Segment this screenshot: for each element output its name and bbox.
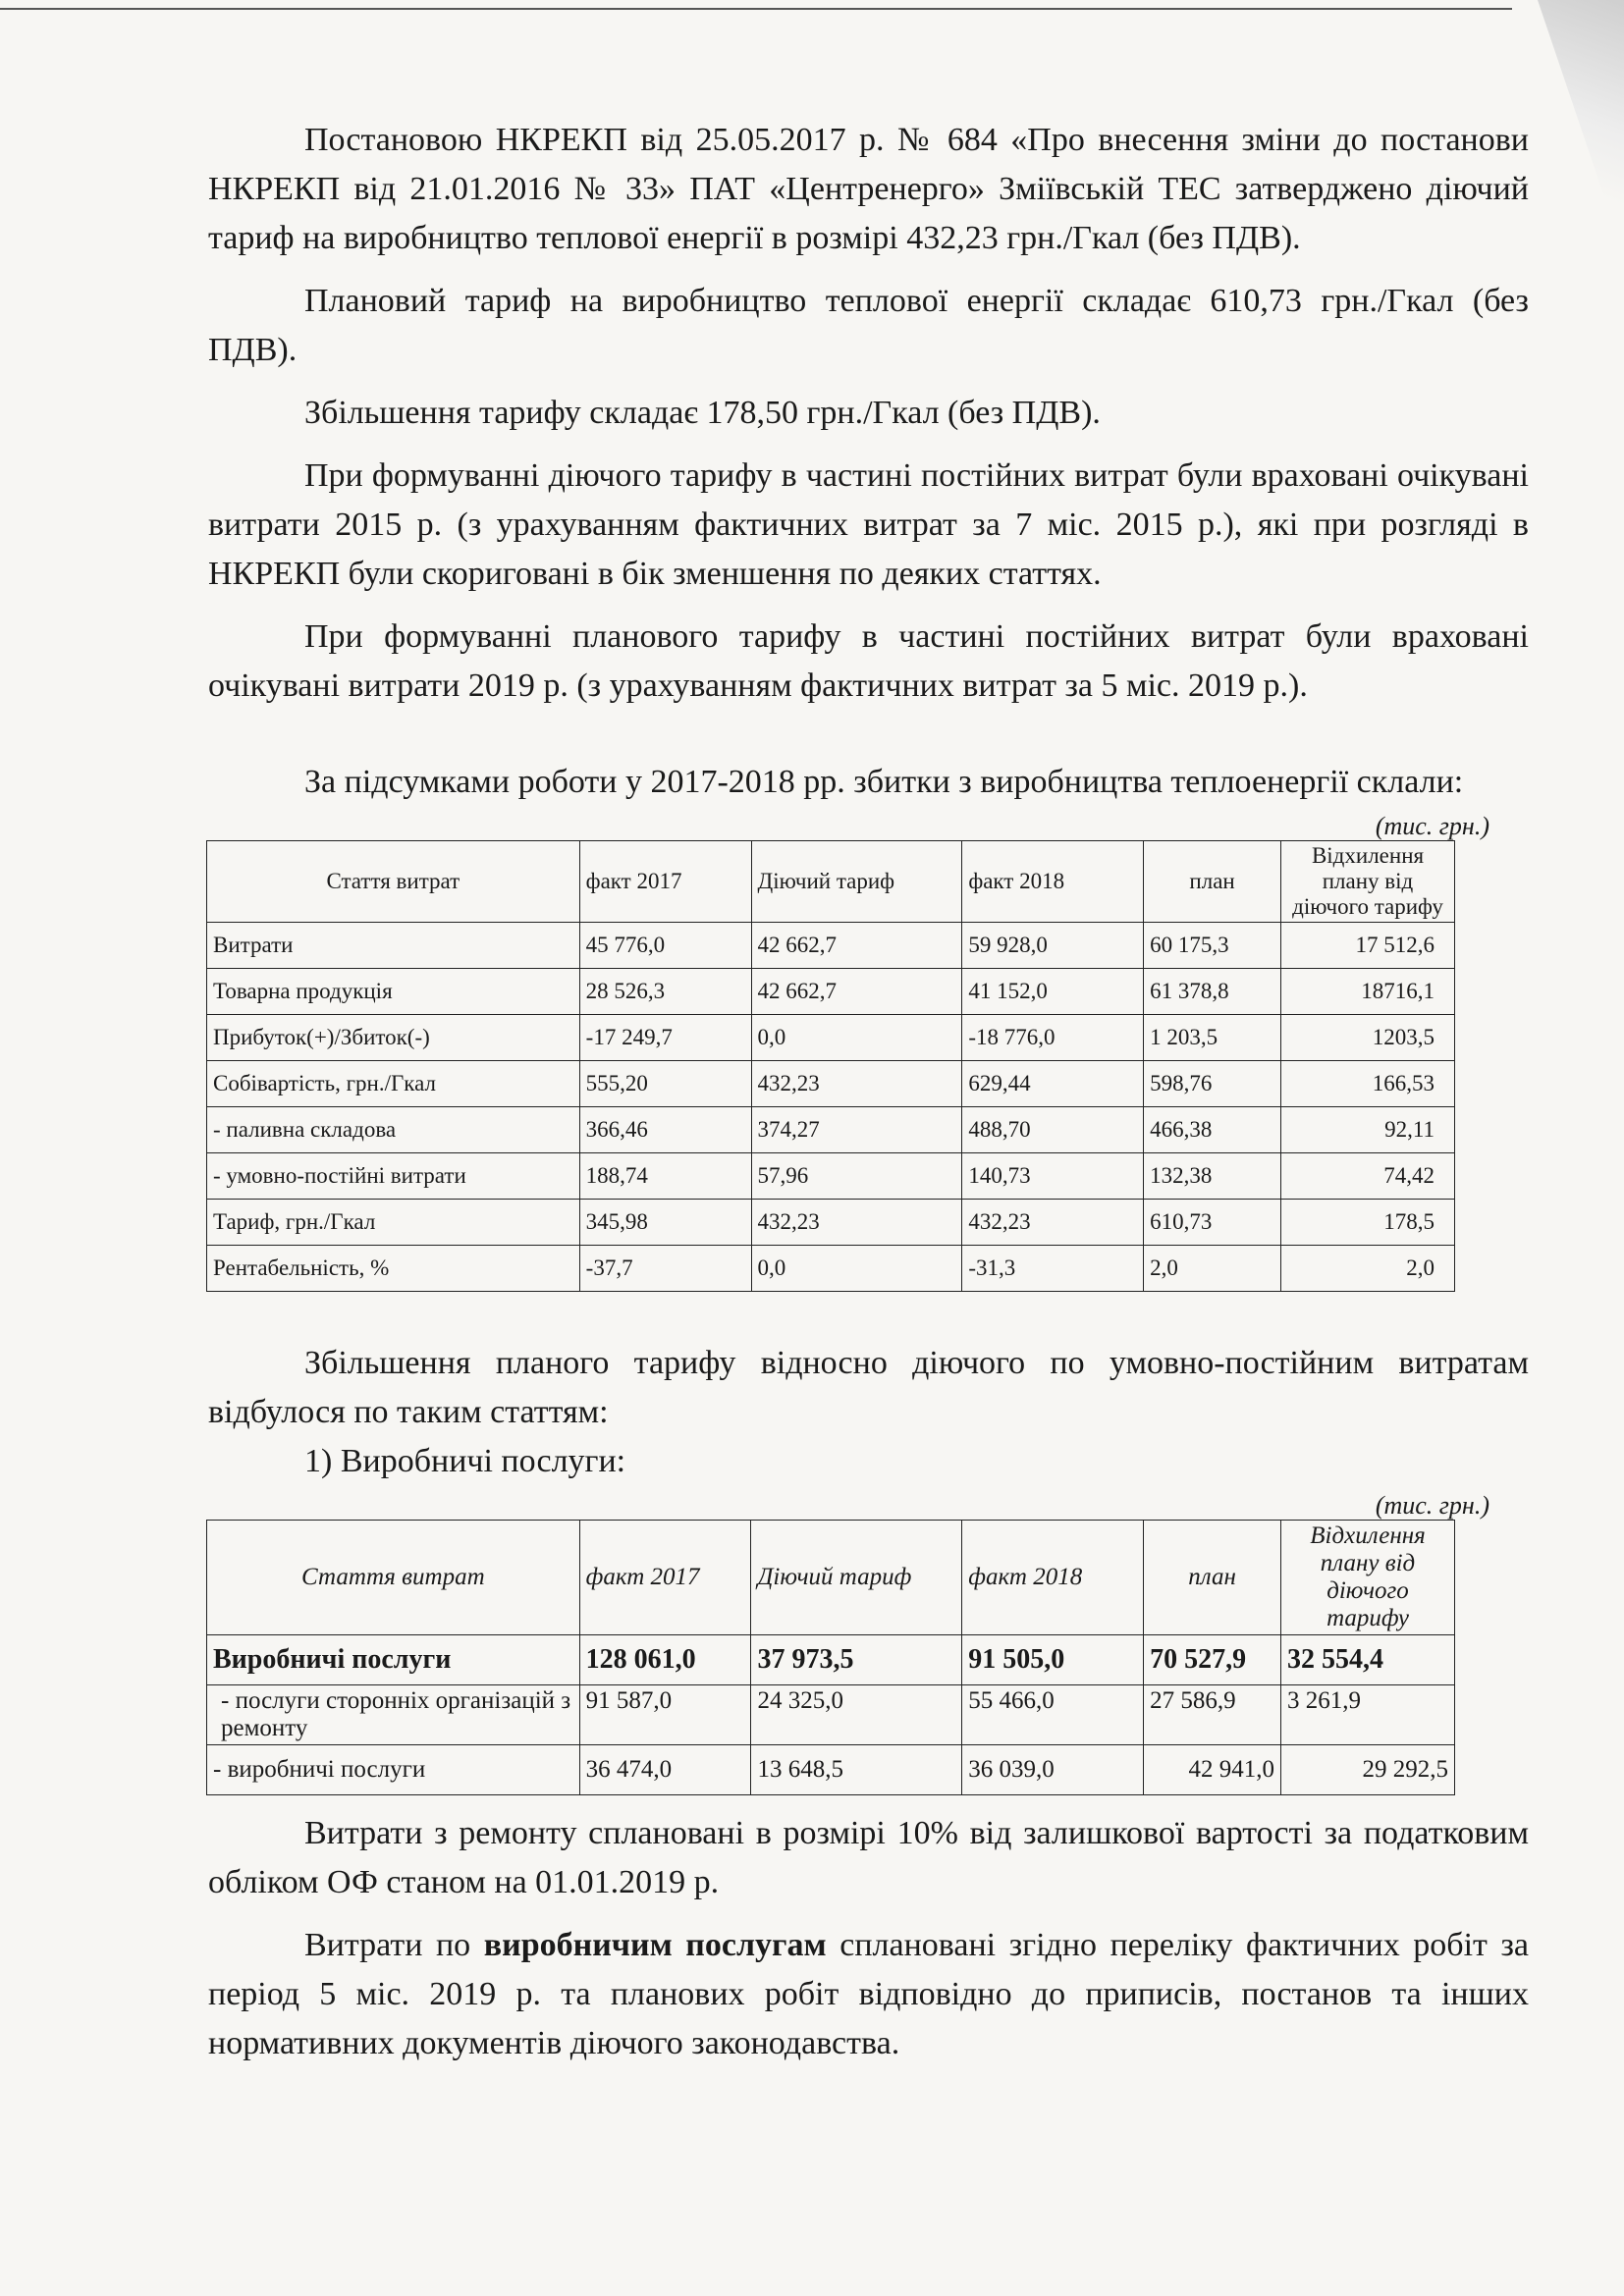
- table2-cell: 36 474,0: [579, 1745, 751, 1795]
- table2-unit: (тис. грн.): [1375, 1491, 1489, 1520]
- scan-top-edge: [0, 8, 1512, 10]
- table2-cell: 27 586,9: [1144, 1685, 1281, 1745]
- table1-cell: -18 776,0: [962, 1015, 1144, 1061]
- paragraph-production-services: [208, 1921, 1529, 2068]
- table1-cell: 466,38: [1144, 1107, 1281, 1153]
- table1-cell: 488,70: [962, 1107, 1144, 1153]
- table2-cell: 70 527,9: [1144, 1635, 1281, 1685]
- table1-cell: 1203,5: [1281, 1015, 1455, 1061]
- losses-table: [206, 840, 1455, 1292]
- table-row: [207, 969, 1455, 1015]
- table2-cell: 24 325,0: [751, 1685, 962, 1745]
- table1-header-item: Стаття витрат: [207, 841, 580, 923]
- table2-cell: 3 261,9: [1281, 1685, 1455, 1745]
- table-row: [207, 923, 1455, 969]
- paragraph-production-services-prefix: Витрати по: [304, 1927, 484, 1963]
- table1-cell-label: - паливна складова: [207, 1107, 580, 1153]
- table1-cell: 74,42: [1281, 1153, 1455, 1200]
- table1-cell-label: Товарна продукція: [207, 969, 580, 1015]
- table1-cell: 61 378,8: [1144, 969, 1281, 1015]
- paragraph-tariff-increase: Збільшення тарифу складає 178,50 грн./Гкал (без ПДВ).: [304, 395, 1101, 431]
- table1-cell: 366,46: [579, 1107, 751, 1153]
- paragraph-tariff-decree: Постановою НКРЕКП від 25.05.2017 р. № 684 «Про внесення зміни до постанови НКРЕКП від 21.01.2016 № 33» ПАТ «Центренерго» Зміївській ТЕС затверджено діючий тариф на виробництво теплової енергії в розмірі 432,23 грн./Гкал (без ПДВ).: [208, 122, 1529, 256]
- table1-cell: 188,74: [579, 1153, 751, 1200]
- table1-cell: 0,0: [751, 1246, 962, 1292]
- table-row: [207, 1685, 1455, 1745]
- table1-cell: 41 152,0: [962, 969, 1144, 1015]
- table2-cell: 128 061,0: [579, 1635, 751, 1685]
- paragraph-section-1: 1) Виробничі послуги:: [304, 1443, 626, 1479]
- table1-cell: 598,76: [1144, 1061, 1281, 1107]
- table2-header-current: Діючий тариф: [751, 1521, 962, 1635]
- table1-cell: 17 512,6: [1281, 923, 1455, 969]
- table2-header-fact2017: факт 2017: [579, 1521, 751, 1635]
- table1-cell: 92,11: [1281, 1107, 1455, 1153]
- table-row: [207, 1745, 1455, 1795]
- table1-cell: 57,96: [751, 1153, 962, 1200]
- table1-cell-label: Рентабельність, %: [207, 1246, 580, 1292]
- table-row: [207, 1107, 1455, 1153]
- table1-cell: 166,53: [1281, 1061, 1455, 1107]
- table1-cell: -31,3: [962, 1246, 1144, 1292]
- table1-cell: 432,23: [751, 1200, 962, 1246]
- table1-cell-label: Витрати: [207, 923, 580, 969]
- table1-cell: 42 662,7: [751, 969, 962, 1015]
- table2-header-fact2018: факт 2018: [962, 1521, 1144, 1635]
- table1-cell: 178,5: [1281, 1200, 1455, 1246]
- table1-cell: 432,23: [751, 1061, 962, 1107]
- table2-header-row: [207, 1521, 1455, 1635]
- table1-cell-label: Тариф, грн./Гкал: [207, 1200, 580, 1246]
- table2-cell: 29 292,5: [1281, 1745, 1455, 1795]
- table2-header-deviation: Відхилення плану від діючого тарифу: [1281, 1521, 1455, 1635]
- table2-cell: 36 039,0: [962, 1745, 1144, 1795]
- table1-cell: 18716,1: [1281, 969, 1455, 1015]
- table1-header-deviation: Відхилення плану від діючого тарифу: [1281, 841, 1455, 923]
- table-row: [207, 1153, 1455, 1200]
- table2-cell: 37 973,5: [751, 1635, 962, 1685]
- paragraph-production-services-rest: сплановані згідно переліку фактичних робіт за період 5 міс. 2019 р. та планових робіт відповідно до приписів, постанов та інших нормативних документів діючого законодавства.: [208, 1927, 1530, 2061]
- table1-cell: 2,0: [1144, 1246, 1281, 1292]
- table-row: [207, 1246, 1455, 1292]
- table1-cell: 28 526,3: [579, 969, 751, 1015]
- table1-cell: 629,44: [962, 1061, 1144, 1107]
- table1-cell: 42 662,7: [751, 923, 962, 969]
- table1-cell: 140,73: [962, 1153, 1144, 1200]
- paragraph-planned-tariff-costs: При формуванні планового тарифу в частині постійних витрат були враховані очікувані витрати 2019 р. (з урахуванням фактичних витрат за 5 міс. 2019 р.).: [208, 618, 1529, 704]
- paragraph-production-services-bold: виробничим послугам: [483, 1927, 827, 1963]
- paragraph-losses-intro: За підсумками роботи у 2017-2018 рр. збитки з виробництва теплоенергії склали:: [304, 764, 1464, 800]
- table2-cell: 91 505,0: [962, 1635, 1144, 1685]
- production-services-table: [206, 1520, 1455, 1795]
- table2-cell-label: - послуги сторонніх організацій з ремонту: [207, 1685, 580, 1745]
- table1-cell: 374,27: [751, 1107, 962, 1153]
- table1-cell: -17 249,7: [579, 1015, 751, 1061]
- paragraph-current-tariff-costs: При формуванні діючого тарифу в частині постійних витрат були враховані очікувані витрати 2015 р. (з урахуванням фактичних витрат за 7 міс. 2015 р.), які при розгляді в НКРЕКП були скориговані в бік зменшення по деяких статтях.: [208, 457, 1529, 592]
- table1-cell: 555,20: [579, 1061, 751, 1107]
- table1-cell: 132,38: [1144, 1153, 1281, 1200]
- table1-header-current: Діючий тариф: [751, 841, 962, 923]
- table-row: [207, 1200, 1455, 1246]
- table1-cell: 610,73: [1144, 1200, 1281, 1246]
- table1-header-fact2018: факт 2018: [962, 841, 1144, 923]
- table1-cell-label: Собівартість, грн./Гкал: [207, 1061, 580, 1107]
- table-row: [207, 1015, 1455, 1061]
- table2-cell-label: Виробничі послуги: [207, 1635, 580, 1685]
- table2-cell: 13 648,5: [751, 1745, 962, 1795]
- table1-unit: (тис. грн.): [1375, 812, 1489, 840]
- table2-cell: 32 554,4: [1281, 1635, 1455, 1685]
- table1-cell: 0,0: [751, 1015, 962, 1061]
- table2-cell: 42 941,0: [1144, 1745, 1281, 1795]
- table1-cell: 2,0: [1281, 1246, 1455, 1292]
- table1-cell: 1 203,5: [1144, 1015, 1281, 1061]
- table2-cell-label: - виробничі послуги: [207, 1745, 580, 1795]
- paragraph-planned-tariff: Плановий тариф на виробництво теплової енергії складає 610,73 грн./Гкал (без ПДВ).: [208, 283, 1529, 368]
- table2-header-plan: план: [1144, 1521, 1281, 1635]
- table1-header-plan: план: [1144, 841, 1281, 923]
- table-row: [207, 1061, 1455, 1107]
- table1-cell: 432,23: [962, 1200, 1144, 1246]
- table2-cell: 91 587,0: [579, 1685, 751, 1745]
- table1-cell-label: - умовно-постійні витрати: [207, 1153, 580, 1200]
- paragraph-increase-items: Збільшення планого тарифу відносно діючого по умовно-постійним витратам відбулося по таким статтям:: [208, 1345, 1529, 1430]
- table1-header-row: [207, 841, 1455, 923]
- table1-cell: -37,7: [579, 1246, 751, 1292]
- table2-header-item: Стаття витрат: [207, 1521, 580, 1635]
- table1-header-fact2017: факт 2017: [579, 841, 751, 923]
- table2-cell: 55 466,0: [962, 1685, 1144, 1745]
- table1-cell: 45 776,0: [579, 923, 751, 969]
- folded-corner: [1516, 0, 1624, 255]
- document-page: [208, 116, 1529, 2068]
- table1-cell: 60 175,3: [1144, 923, 1281, 969]
- table1-cell-label: Прибуток(+)/Збиток(-): [207, 1015, 580, 1061]
- paragraph-repair-costs: Витрати з ремонту сплановані в розмірі 10% від залишкової вартості за податковим обліком ОФ станом на 01.01.2019 р.: [208, 1815, 1529, 1900]
- table-row: [207, 1635, 1455, 1685]
- table1-cell: 345,98: [579, 1200, 751, 1246]
- table1-cell: 59 928,0: [962, 923, 1144, 969]
